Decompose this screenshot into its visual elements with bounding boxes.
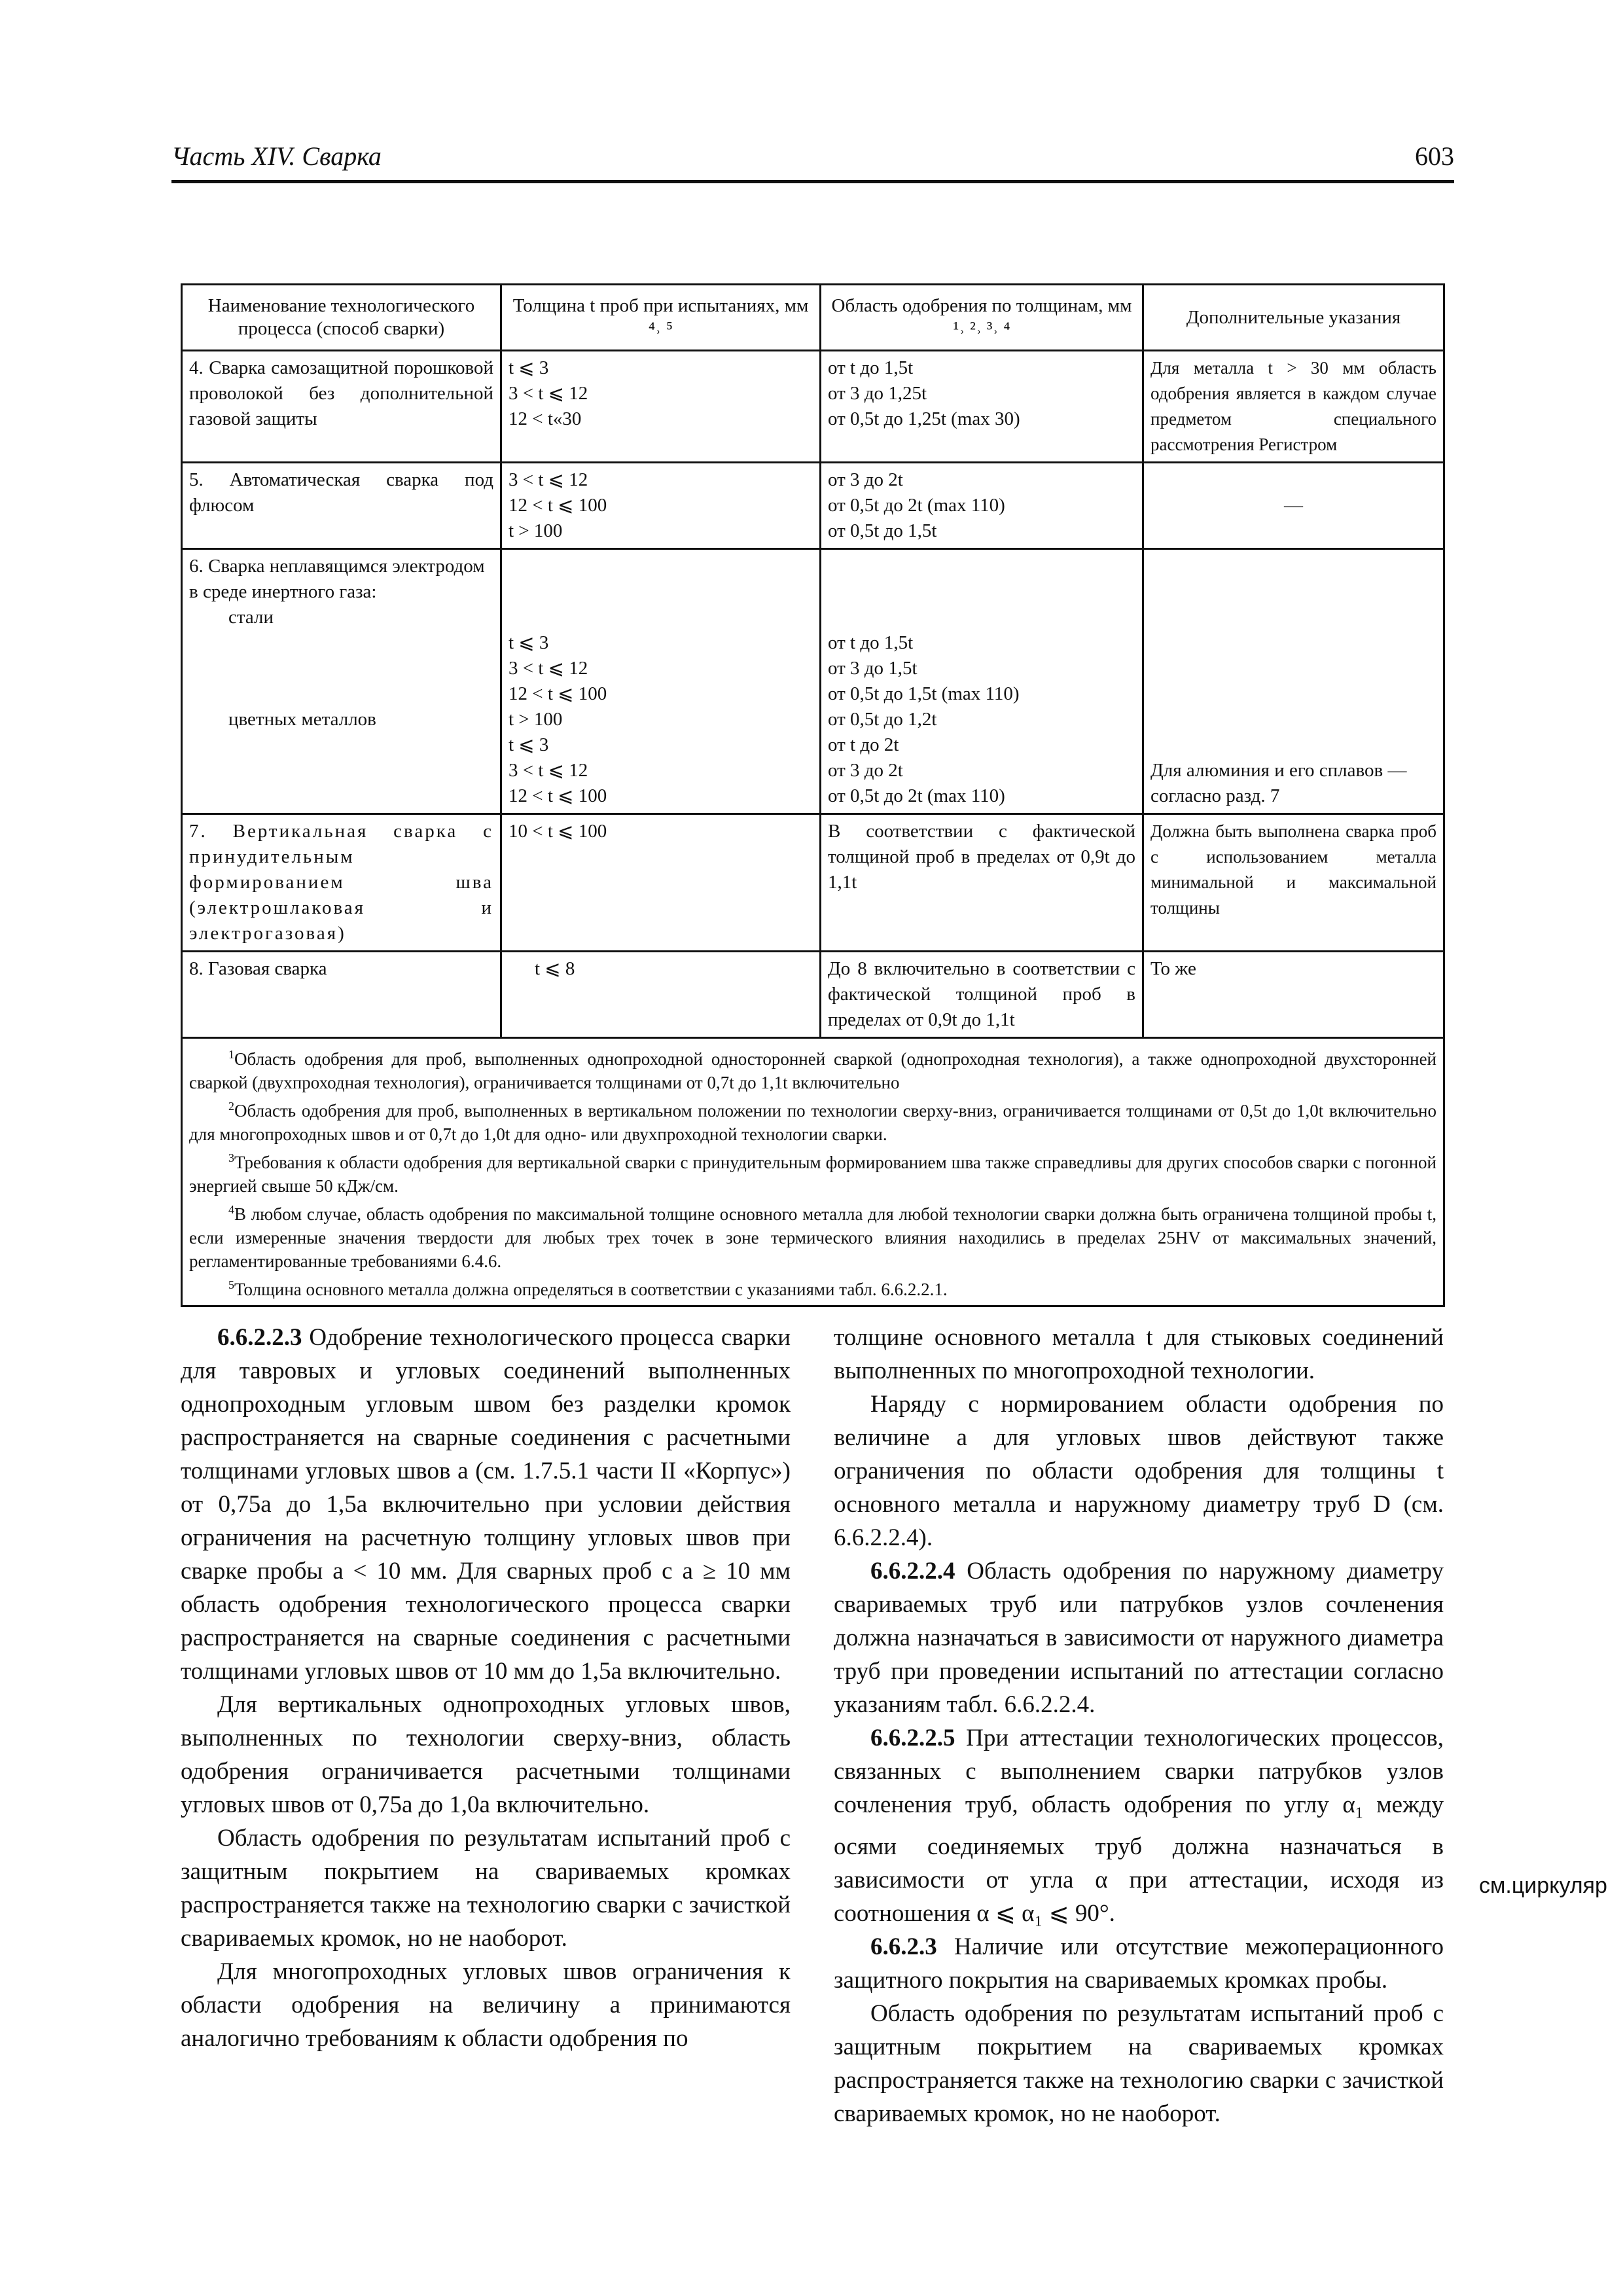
paragraph-6-6-2-3: 6.6.2.3 Наличие или отсутствие межоперационного защитного покрытия на свариваемых кромках пробы. [834, 1933, 1444, 1994]
page-number: 603 [1415, 141, 1454, 171]
row6-thickness [501, 549, 821, 814]
right-column [834, 1321, 1444, 2130]
cell-line: от t до 1,5t [828, 632, 914, 653]
table-row [182, 351, 1444, 463]
cell-line: 12 < t ⩽ 100 [508, 683, 607, 704]
cell-line: от t до 1,5t [828, 357, 914, 378]
clause-number: 6.6.2.2.3 [217, 1324, 302, 1351]
cell-line: от 3 до 1,25t [828, 383, 927, 404]
cell-line: от 0,5t до 1,5t [828, 520, 937, 541]
row8-process: 8. Газовая сварка [182, 952, 501, 1038]
paragraph: толщине основного металла t для стыковых соединений выполненных по многопроходной технологии. [834, 1324, 1444, 1384]
footnote-2: $^2$Область одобрения для проб, выполненных в вертикальном положении по технологии сверху-вниз, ограничивается толщинами от 0,5t до 1,0t включительно для многопроходных швов и от 0,7t до 1,0t для одно- или двухпроходной технологии сварки. [189, 1100, 1436, 1144]
cell-line: от 0,5t до 1,25t (max 30) [828, 408, 1020, 429]
footnote-4: $^4$В любом случае, область одобрения по максимальной толщине основного металла для любой технологии сварки должна быть ограничена толщиной пробы t, если измеренные значения твердости для любых трех точек в зоне термического влияния находились в пределах 25HV от максимальных значений, регламентированные требованиями 6.4.6. [189, 1203, 1436, 1271]
cell-line: 12 < t ⩽ 100 [508, 495, 607, 516]
clause-number: 6.6.2.2.4 [870, 1558, 955, 1585]
row7-notes: Должна быть выполнена сварка проб с использованием металла минимальной и максимальной толщины [1143, 814, 1444, 952]
page-header [171, 141, 1454, 183]
table-row [182, 463, 1444, 549]
footnote-5: $^5$Толщина основного металла должна определяться в соответствии с указаниями табл. 6.6.2.2.1. [228, 1278, 948, 1299]
cell-line: 3 < t ⩽ 12 [508, 383, 588, 404]
row5-thickness [501, 463, 821, 549]
row6-sub-nonferrous: цветных металлов [228, 709, 376, 730]
table-row [182, 549, 1444, 814]
header-notes: Дополнительные указания [1143, 285, 1444, 351]
approval-table [181, 283, 1445, 1307]
cell-line: от 0,5t до 2t (max 110) [828, 495, 1005, 516]
header-process: Наименование технологического процесса (способ сварки) [182, 285, 501, 351]
table-row [182, 814, 1444, 952]
cell-line: от 0,5t до 1,2t [828, 709, 937, 730]
cell-line: от 0,5t до 2t (max 110) [828, 785, 1005, 806]
row5-notes: — [1143, 463, 1444, 549]
row8-approval: До 8 включительно в соответствии с фактической толщиной проб в пределах от 0,9t до 1,1t [821, 952, 1143, 1038]
row6-notes [1143, 549, 1444, 814]
table-row [182, 952, 1444, 1038]
row6-approval [821, 549, 1143, 814]
cell-line: 3 < t ⩽ 12 [508, 658, 588, 679]
cell-line: 3 < t ⩽ 12 [508, 760, 588, 781]
cell-line: t > 100 [508, 520, 563, 541]
row4-approval [821, 351, 1143, 463]
row5-process: 5. Автоматическая сварка под флюсом [182, 463, 501, 549]
cell-line: 12 < t ⩽ 100 [508, 785, 607, 806]
row6-notes-text: Для алюминия и его сплавов — согласно разд. 7 [1150, 760, 1407, 806]
footnote-1: $^1$Область одобрения для проб, выполненных однопроходной односторонней сваркой (однопроходная технология), а также однопроходной двухсторонней сваркой (двухпроходная технология), ограничивается толщинами от 0,7t до 1,1t включительно [189, 1048, 1436, 1092]
margin-note: см.циркуляр [1479, 1873, 1607, 1898]
footnotes-row [182, 1038, 1444, 1306]
row5-approval [821, 463, 1143, 549]
cell-line: 12 < t«30 [508, 408, 582, 429]
cell-line: от 0,5t до 1,5t (max 110) [828, 683, 1020, 704]
cell-line: от t до 2t [828, 734, 899, 755]
cell-line: от 3 до 1,5t [828, 658, 918, 679]
row7-process: 7. Вертикальная сварка с принудительным формированием шва (электрошлаковая и электрогазовая) [182, 814, 501, 952]
cell-line: от 3 до 2t [828, 469, 903, 490]
row6-title: 6. Сварка неплавящимся электродом в среде инертного газа: [189, 556, 485, 602]
left-column [181, 1321, 791, 2055]
section-title: Часть XIV. Сварка [171, 141, 382, 171]
paragraph-6-6-2-2-5: 6.6.2.2.5 При аттестации технологических процессов, связанных с выполнением сварки патрубков узлов сочленения труб, область одобрения по углу $\alpha_1$ между осями соединяемых труб должна назначаться в зависимости от угла α при аттестации, исходя из соотношения α ⩽ α₁ ⩽ 90°. [834, 1725, 1444, 1928]
paragraph: Наряду с нормированием области одобрения по величине a для угловых швов действуют также ограничения по области одобрения для толщины t основного металла и наружному диаметру труб D (см. 6.6.2.2.4). [834, 1391, 1444, 1551]
clause-number: 6.6.2.2.5 [870, 1725, 955, 1751]
paragraph-6-6-2-2-4: 6.6.2.2.4 Область одобрения по наружному диаметру свариваемых труб или патрубков узлов сочленения должна назначаться в зависимости от наружного диаметра труб при проведении испытаний по аттестации согласно указаниям табл. 6.6.2.2.4. [834, 1558, 1444, 1718]
footnote-3: $^3$Требования к области одобрения для вертикальной сварки с принудительным формированием шва также справедливы для других способов сварки с погонной энергией свыше 50 кДж/см. [189, 1151, 1436, 1196]
row4-process: 4. Сварка самозащитной порошковой проволокой без дополнительной газовой защиты [182, 351, 501, 463]
cell-line: t ⩽ 3 [508, 357, 549, 378]
paragraph: Область одобрения по результатам испытаний проб с защитным покрытием на свариваемых кромках распространяется также на технологию сварки с зачисткой свариваемых кромок, но не наоборот. [834, 2000, 1444, 2128]
paragraph: Для вертикальных однопроходных угловых швов, выполненных по технологии сверху-вниз, область одобрения ограничивается расчетными толщинами угловых швов от 0,75a до 1,0a включительно. [181, 1691, 791, 1818]
clause-number: 6.6.2.3 [870, 1933, 937, 1961]
table-header-row [182, 285, 1444, 351]
row8-thickness: t ⩽ 8 [501, 952, 821, 1038]
paragraph-6-6-2-2-3: 6.6.2.2.3 Одобрение технологического процесса сварки для тавровых и угловых соединений выполненных однопроходным угловым швом без разделки кромок распространяется на сварные соединения с расчетными толщинами угловых швов a (см. 1.7.5.1 части II «Корпус») от 0,75a до 1,5a включительно при условии действия ограничения на расчетную толщину угловых швов при сварке пробы a < 10 мм. Для сварных проб с a ≥ 10 мм область одобрения технологического процесса сварки распространяется на сварные соединения с расчетными толщинами угловых швов от 10 мм до 1,5a включительно. [181, 1324, 791, 1685]
row4-thickness [501, 351, 821, 463]
row6-sub-steel: стали [228, 607, 274, 628]
row8-notes: То же [1143, 952, 1444, 1038]
header-thickness: Толщина t проб при испытаниях, мм ⁴˒ ⁵ [501, 285, 821, 351]
cell-line: t ⩽ 3 [508, 734, 549, 755]
row7-approval: В соответствии с фактической толщиной проб в пределах от 0,9t до 1,1t [821, 814, 1143, 952]
header-approval: Область одобрения по толщинам, мм ¹˒ ²˒ ³˒ ⁴ [821, 285, 1143, 351]
cell-line: t ⩽ 3 [508, 632, 549, 653]
row4-notes: Для металла t > 30 мм область одобрения является в каждом случае предметом специального рассмотрения Регистром [1143, 351, 1444, 463]
cell-line: t > 100 [508, 709, 563, 730]
cell-line: 3 < t ⩽ 12 [508, 469, 588, 490]
footnotes-cell [182, 1038, 1444, 1306]
paragraph: Для многопроходных угловых швов ограничения к области одобрения на величину a принимаются аналогично требованиям к области одобрения по [181, 1958, 791, 2052]
row6-process [182, 549, 501, 814]
paragraph: Область одобрения по результатам испытаний проб с защитным покрытием на свариваемых кромках распространяется также на технологию сварки с зачисткой свариваемых кромок, но не наоборот. [181, 1825, 791, 1952]
cell-line: от 3 до 2t [828, 760, 903, 781]
row7-thickness: 10 < t ⩽ 100 [501, 814, 821, 952]
